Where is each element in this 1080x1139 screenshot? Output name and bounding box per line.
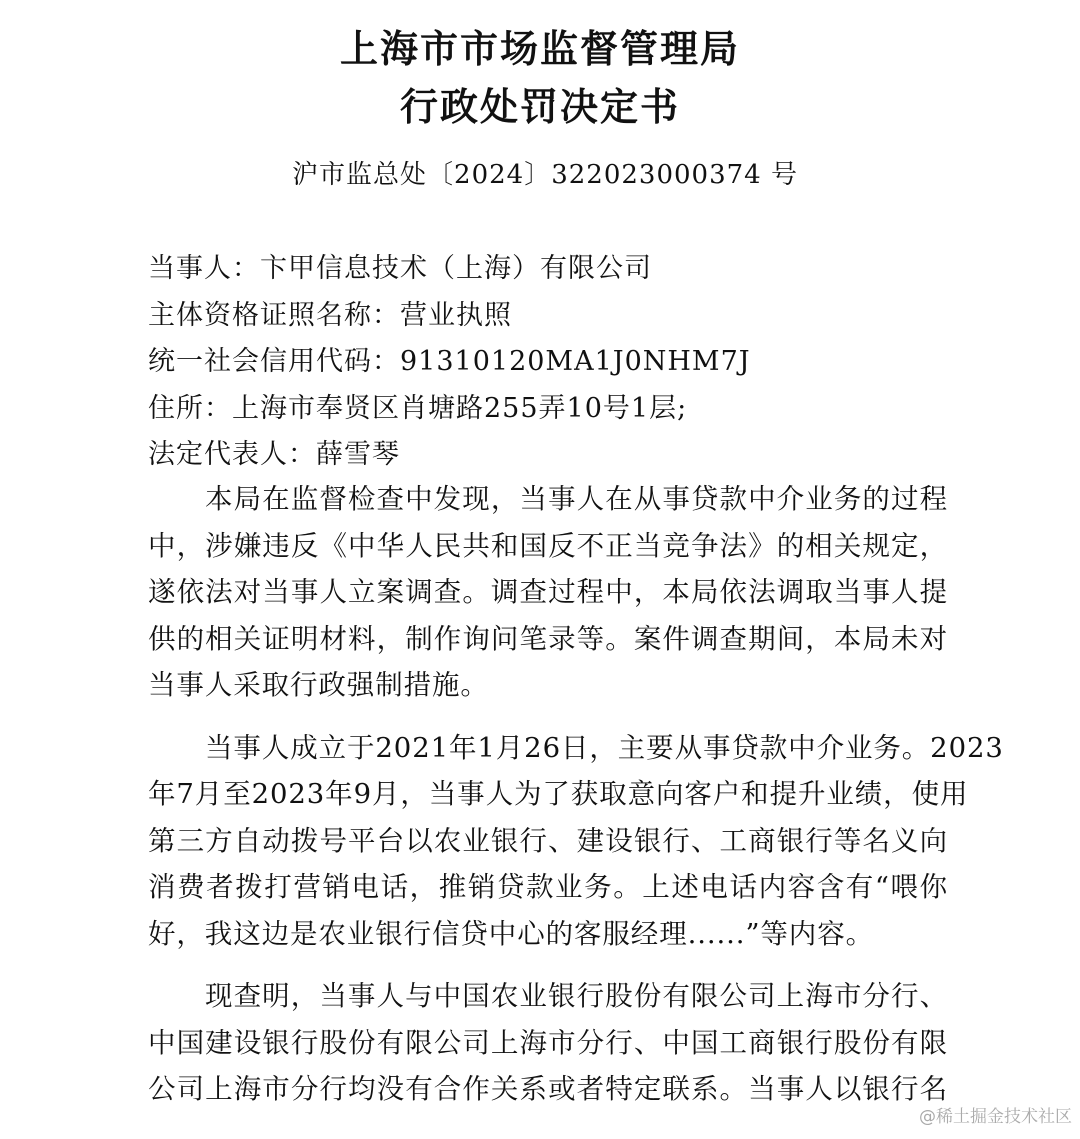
paragraph-line: 现查明，当事人与中国农业银行股份有限公司上海市分行、 [205,980,948,1012]
paragraph-line: 消费者拨打营销电话，推销贷款业务。上述电话内容含有“喂你 [148,871,948,903]
legal-representative: 法定代表人：薛雪琴 [148,439,400,470]
party-info [148,246,751,479]
paragraph-line: 当事人成立于2021年1月26日，主要从事贷款中介业务。2023 [205,731,1004,764]
paragraph-line: 中国建设银行股份有限公司上海市分行、中国工商银行股份有限 [148,1026,948,1059]
paragraph-line: 中，涉嫌违反《中华人民共和国反不正当竞争法》的相关规定， [148,529,948,562]
paragraph-line: 当事人采取行政强制措施。 [148,669,489,701]
document-title: 上海市市场监督管理局 [339,26,740,71]
paragraph-line: 本局在监督检查中发现，当事人在从事贷款中介业务的过程 [205,483,948,515]
paragraph-line: 遂依法对当事人立案调查。调查过程中，本局依法调取当事人提 [148,576,948,608]
paragraph [148,973,948,1113]
paragraph-line: 好，我这边是农业银行信贷中心的客服经理......”等内容。 [148,917,875,950]
paragraph-line: 供的相关证明材料，制作询问笔录等。案件调查期间，本局未对 [148,622,948,655]
paragraph-line: 年7月至2023年9月，当事人为了获取意向客户和提升业绩，使用 [148,778,969,810]
paragraph [148,725,1004,958]
credit-code: 统一社会信用代码：91310120MA1J0NHM7J [148,346,751,377]
paragraph [148,476,948,709]
paragraph-line: 第三方自动拨号平台以农业银行、建设银行、工商银行等名义向 [148,824,948,857]
license-type: 主体资格证照名称：营业执照 [148,299,512,331]
paragraph-line: 公司上海市分行均没有合作关系或者特定联系。当事人以银行名 [148,1073,948,1105]
document-number: 沪市监总处〔2024〕322023000374 号 [292,160,798,190]
watermark: @稀土掘金技术社区 [919,1107,1072,1127]
document-subtitle: 行政处罚决定书 [399,84,680,129]
party-name: 当事人：卞甲信息技术（上海）有限公司 [148,253,652,284]
address: 住所：上海市奉贤区肖塘路255弄10号1层; [148,392,688,424]
